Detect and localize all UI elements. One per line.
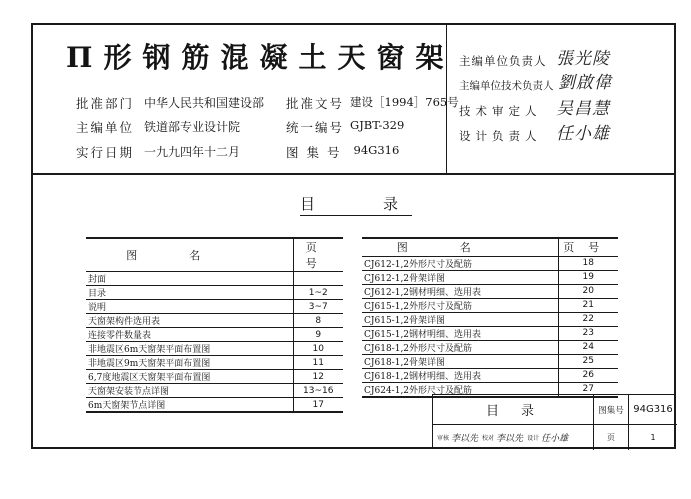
toc-title: 目录 xyxy=(300,193,412,216)
toc-item-name: 天窗架安装节点详图 xyxy=(86,384,293,398)
toc-row xyxy=(86,384,343,398)
review-label: 审核 xyxy=(437,435,450,442)
toc-item-page: 3~7 xyxy=(293,300,343,314)
toc-item-name: CJ612-1,2钢材明细、选用表 xyxy=(362,284,558,298)
approval-department-row xyxy=(76,94,264,112)
toc-item-page: 27 xyxy=(558,382,618,397)
title-block-sheet-name: 目录 xyxy=(433,395,594,425)
toc-item-name: CJ618-1,2骨架详图 xyxy=(362,354,558,368)
drawing-title: Π形钢筋混凝土天窗架 xyxy=(66,41,455,74)
toc-item-page: 12 xyxy=(293,370,343,384)
toc-item-page: 17 xyxy=(293,398,343,413)
toc-item-page: 25 xyxy=(558,354,618,368)
signature-chief-unit: 張光陵 xyxy=(556,49,610,69)
toc-row xyxy=(362,312,618,326)
signature-design-lead: 任小雄 xyxy=(556,124,610,144)
unified-number-row xyxy=(286,118,404,136)
effective-date-label: 实行日期 xyxy=(76,145,135,160)
toc-row xyxy=(86,356,343,370)
toc-item-name: 非地震区6m天窗架平面布置图 xyxy=(86,342,293,356)
atlas-number-row xyxy=(286,143,399,161)
responsible-row-2 xyxy=(459,78,554,93)
toc-item-name: 6m天窗架节点详图 xyxy=(86,398,293,413)
signature-technical-lead: 劉啟偉 xyxy=(558,73,612,93)
effective-date-value: 一九九四年十二月 xyxy=(144,145,241,159)
toc-item-name: 连接零件数量表 xyxy=(86,328,293,342)
toc-item-page: 13~16 xyxy=(293,384,343,398)
toc-item-page: 20 xyxy=(558,284,618,298)
toc-item-name: 非地震区9m天窗架平面布置图 xyxy=(86,356,293,370)
approval-document-label: 批准文号 xyxy=(286,96,345,111)
toc-name-header: 图名 xyxy=(86,238,293,272)
toc-item-name: CJ615-1,2骨架详图 xyxy=(362,312,558,326)
toc-item-page: 24 xyxy=(558,340,618,354)
toc-row xyxy=(86,300,343,314)
toc-table-right xyxy=(362,237,618,398)
toc-item-page: 19 xyxy=(558,270,618,284)
toc-name-header: 图名 xyxy=(362,238,558,256)
toc-row xyxy=(362,354,618,368)
title-block-page-number: 1 xyxy=(650,433,656,442)
unified-number-label: 统一编号 xyxy=(286,120,345,135)
chief-editor-unit-label: 主编单位 xyxy=(76,120,135,135)
responsible-label: 主编单位技术负责人 xyxy=(459,80,554,92)
approval-document-row xyxy=(286,94,459,112)
title-block-page-label: 页 xyxy=(594,425,629,450)
toc-row xyxy=(86,342,343,356)
approval-department-label: 批准部门 xyxy=(76,96,135,111)
toc-row xyxy=(86,398,343,413)
design-label: 设计 xyxy=(527,435,540,442)
responsible-label: 主编单位负责人 xyxy=(459,54,547,68)
toc-item-name: 天窗架构件选用表 xyxy=(86,314,293,328)
toc-item-page: 18 xyxy=(558,256,618,270)
toc-row xyxy=(362,368,618,382)
toc-item-name: 目录 xyxy=(86,286,293,300)
review-signature: 李以先 xyxy=(451,434,479,444)
toc-item-name: CJ615-1,2外形尺寸及配筋 xyxy=(362,298,558,312)
title-block xyxy=(432,394,676,449)
toc-item-page: 1~2 xyxy=(293,286,343,300)
title-block-atlas-number: 94G316 xyxy=(629,395,677,425)
toc-row xyxy=(362,340,618,354)
header-divider xyxy=(31,173,676,175)
toc-item-page: 22 xyxy=(558,312,618,326)
toc-item-page: 10 xyxy=(293,342,343,356)
toc-item-name: 封面 xyxy=(86,272,293,286)
toc-item-name: 6,7度地震区天窗架平面布置图 xyxy=(86,370,293,384)
toc-item-name: CJ618-1,2外形尺寸及配筋 xyxy=(362,340,558,354)
design-signature: 任小雄 xyxy=(541,434,569,444)
responsible-row-4 xyxy=(459,128,542,144)
atlas-number-label: 图集号 xyxy=(286,145,348,160)
toc-row xyxy=(86,314,343,328)
atlas-number-value: 94G316 xyxy=(353,143,400,157)
effective-date-row xyxy=(76,143,240,161)
toc-row xyxy=(362,256,618,270)
toc-item-page: 9 xyxy=(293,328,343,342)
toc-item-page xyxy=(293,272,343,286)
responsible-row-3 xyxy=(459,103,542,119)
approval-document-value: 建设［1994］765号 xyxy=(350,95,459,109)
chief-editor-unit-row xyxy=(76,118,240,136)
unified-number-value: GJBT-329 xyxy=(350,118,405,132)
toc-page-header: 页号 xyxy=(293,238,343,272)
toc-table-left xyxy=(86,237,343,413)
responsible-label: 技术审定人 xyxy=(459,104,542,118)
toc-item-name: CJ624-1,2外形尺寸及配筋 xyxy=(362,382,558,397)
toc-row xyxy=(362,326,618,340)
title-block-signatures xyxy=(433,425,594,450)
check-label: 校对 xyxy=(482,435,495,442)
title-block-atlas-label: 图集号 xyxy=(594,395,629,425)
toc-item-name: CJ612-1,2外形尺寸及配筋 xyxy=(362,256,558,270)
signature-technical-reviewer: 吴昌慧 xyxy=(556,99,610,119)
toc-row xyxy=(362,298,618,312)
toc-item-name: CJ612-1,2骨架详图 xyxy=(362,270,558,284)
toc-row xyxy=(362,270,618,284)
check-signature: 李以先 xyxy=(496,434,524,444)
toc-row xyxy=(86,272,343,286)
chief-editor-unit-value: 铁道部专业设计院 xyxy=(144,120,241,134)
toc-page-header: 页号 xyxy=(558,238,618,256)
approval-department-value: 中华人民共和国建设部 xyxy=(144,96,265,110)
toc-row xyxy=(362,284,618,298)
toc-item-name: CJ618-1,2钢材明细、选用表 xyxy=(362,368,558,382)
toc-item-page: 21 xyxy=(558,298,618,312)
toc-item-name: CJ615-1,2钢材明细、选用表 xyxy=(362,326,558,340)
toc-row xyxy=(86,286,343,300)
toc-item-name: 说明 xyxy=(86,300,293,314)
toc-item-page: 23 xyxy=(558,326,618,340)
toc-item-page: 11 xyxy=(293,356,343,370)
toc-row xyxy=(86,328,343,342)
toc-item-page: 26 xyxy=(558,368,618,382)
toc-item-page: 8 xyxy=(293,314,343,328)
responsible-label: 设计负责人 xyxy=(459,129,542,143)
toc-row xyxy=(86,370,343,384)
responsible-row-1 xyxy=(459,53,547,69)
